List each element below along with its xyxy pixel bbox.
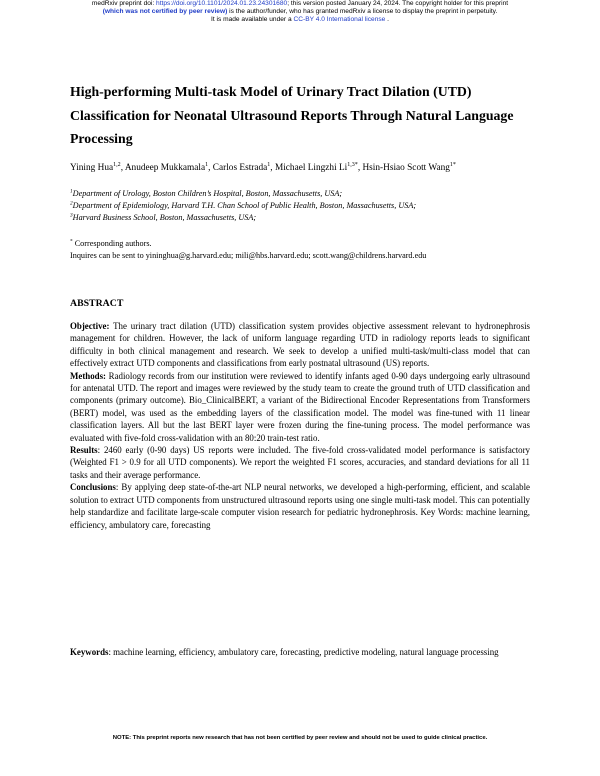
- abstract-text: The urinary tract dilation (UTD) classification system provides objective assessment relevant to hydronephrosis management for children. However, the lack of uniform language regarding UTD in radiology reports leads to significant difficulty in both clinical management and research. We seek to develop a unified multi-task/multi-class model that can effectively extract UTD components and classifications from early postnatal ultrasound (US) reports.: [70, 321, 530, 369]
- abstract-label: Methods:: [70, 370, 106, 381]
- paper-title: High-performing Multi-task Model of Urinary Tract Dilation (UTD) Classification for Neonatal Ultrasound Reports Through Natural Language Processing: [70, 84, 514, 146]
- author-affiliation-marker: 1,2: [113, 161, 121, 168]
- abstract-paragraph-conclusions: [70, 481, 530, 531]
- affiliation-text: Harvard Business School, Boston, Massachusetts, USA;: [72, 212, 257, 222]
- doi-link[interactable]: https://doi.org/10.1101/2024.01.23.24301680: [156, 0, 288, 7]
- author-separator: ,: [208, 163, 213, 173]
- author-affiliation-marker: 1: [205, 161, 209, 168]
- author-list: [70, 163, 456, 173]
- affiliation: [70, 188, 416, 200]
- abstract-text: Radiology records from our institution were reviewed to identify infants aged 0-90 days undergoing early ultrasound for antenatal UTD. The report and images were reviewed by the study team to create the ground truth of UTD classification and components (primary outcome). Bio_ClinicalBERT, a variant of the Bidirectional Encoder Representations from Transformers (BERT) model, was used as the embedding layers of the classification model. The model was fine-tuned with 11 linear classification layers. All but the last BERT layer were frozen during the fine-tuning process. The model performance was evaluated with five-fold cross-validation with an 80:20 train-test ratio.: [70, 370, 530, 443]
- abstract-text: : By applying deep state-of-the-art NLP neural networks, we developed a high-performing, efficient, and scalable solution to extract UTD components from unstructured ultrasound reports using one single multi-task model. This can potentially help standardize and facilitate large-scale computer vision research for pediatric hydronephrosis. Key Words: machine learning, efficiency, ambulatory care, forecasting: [70, 482, 530, 530]
- keywords-text: : machine learning, efficiency, ambulatory care, forecasting, predictive modeling, natural language processing: [108, 647, 499, 657]
- author-name: Carlos Estrada: [212, 163, 268, 173]
- affiliation-number: 2: [70, 200, 73, 207]
- abstract-label: Objective:: [70, 321, 110, 331]
- header-line-2-rest: is the author/funder, who has granted medRxiv a license to display the preprint in perpetuity.: [227, 7, 498, 15]
- corresponding-label: Corresponding authors.: [72, 239, 152, 248]
- abstract-label: Conclusions: [70, 482, 116, 493]
- author-affiliation-marker: 1*: [449, 161, 456, 168]
- affiliation-number: 3: [70, 211, 73, 218]
- header-line-3: [0, 16, 600, 24]
- header-line-3-prefix: It is made available under a: [210, 15, 294, 23]
- abstract-paragraph-results: [70, 444, 530, 481]
- inquiries-line: Inquires can be sent to yininghua@g.harvard.edu; mili@hbs.harvard.edu; scott.wang@childrens.harvard.edu: [70, 250, 427, 260]
- header-line-3-suffix: .: [385, 15, 390, 23]
- abstract-text: : 2460 early (0-90 days) US reports were included. The five-fold cross-validated model performance is satisfactory (Weighted F1 > 0.9 for all UTD components). We report the weighted F1 scores, accuracies, and standard deviations for all 11 tasks and their average performance.: [70, 445, 530, 480]
- header-line-1-suffix: ; this version posted January 24, 2024. The copyright holder for this preprint: [287, 0, 509, 7]
- affiliation-text: Department of Epidemiology, Harvard T.H. Chan School of Public Health, Boston, Massachusetts, USA;: [72, 200, 417, 210]
- abstract-paragraph-objective: [70, 320, 530, 370]
- peer-review-notice: (which was not certified by peer review): [102, 7, 228, 15]
- header-line-2: [0, 8, 600, 16]
- author-name: Hsin-Hsiao Scott Wang: [362, 163, 450, 173]
- preprint-footer-note: NOTE: This preprint reports new research that has not been certified by peer review and should not be used to guide clinical practice.: [112, 735, 488, 741]
- preprint-header: [0, 0, 600, 23]
- affiliation: [70, 200, 416, 212]
- abstract-heading: ABSTRACT: [70, 298, 124, 309]
- keywords-label: Keywords: [70, 647, 109, 657]
- corresponding-marker: *: [70, 238, 73, 245]
- author-separator: ,: [120, 163, 125, 173]
- affiliation-list: [70, 188, 416, 223]
- header-doi-prefix: medRxiv preprint doi:: [91, 0, 157, 7]
- affiliation-number: 1: [70, 188, 73, 195]
- affiliation-text: Department of Urology, Boston Children’s Hospital, Boston, Massachusetts, USA;: [72, 189, 343, 198]
- author-name: Anudeep Mukkamala: [124, 163, 206, 173]
- author-separator: ,: [270, 163, 275, 173]
- abstract-label: Results: [70, 445, 98, 456]
- abstract-body: [70, 320, 530, 531]
- author-affiliation-marker: 1: [267, 161, 271, 168]
- author-name: Michael Lingzhi Li: [274, 163, 348, 173]
- author-separator: ,: [357, 163, 363, 173]
- author-name: Yining Hua: [70, 163, 114, 173]
- abstract-paragraph-methods: [70, 370, 530, 444]
- keywords-section: [70, 646, 530, 658]
- corresponding-note: [70, 238, 426, 250]
- header-line-1: [0, 0, 600, 8]
- author-affiliation-marker: 1,3*: [347, 161, 358, 168]
- affiliation: [70, 212, 416, 224]
- correspondence-block: [70, 238, 426, 261]
- license-link[interactable]: CC-BY 4.0 International license: [293, 15, 386, 23]
